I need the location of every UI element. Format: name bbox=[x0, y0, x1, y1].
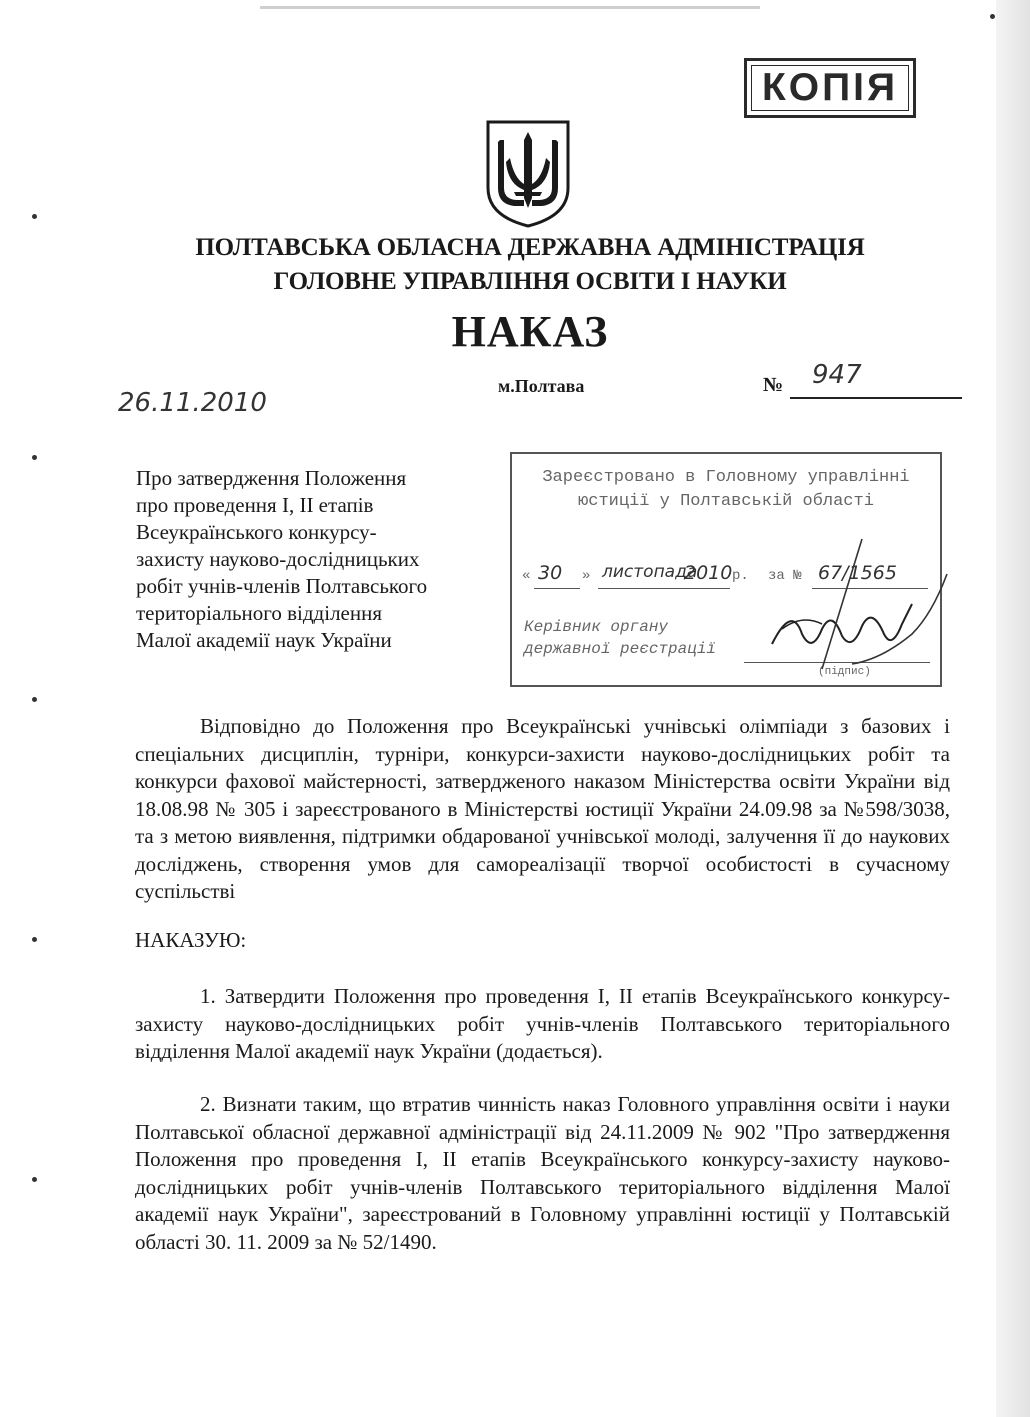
subject-line: територіального відділення bbox=[136, 601, 383, 625]
registration-head-label-2: державної реєстрації bbox=[524, 640, 717, 658]
order-item-1: 1. Затвердити Положення про проведення І, ІІ етапів Всеукраїнського конкурсу-захисту науково-дослідницьких робіт учнів-членів Полтавського територіального відділення Малої академії наук України (додається). bbox=[135, 984, 950, 1063]
number-label: № bbox=[763, 374, 784, 396]
signature-scribble-icon bbox=[762, 534, 952, 674]
subject-line: робіт учнів-членів Полтавського bbox=[136, 574, 428, 598]
copy-stamp bbox=[744, 58, 916, 118]
subject-line: про проведення І, ІІ етапів bbox=[136, 493, 374, 517]
registration-head-label-1: Керівник органу bbox=[524, 618, 669, 636]
order-item-2: 2. Визнати таким, що втратив чинність наказ Головного управління освіти і науки Полтавської обласної державної адміністрації від 24.11.2009 № 902 "Про затвердження Положення про проведення І, ІІ етапів Всеукраїнського конкурсу-захисту науково-дослідницьких робіт учнів-членів Полтавського територіального відділення Малої академії наук України", зареєстрований в Головному управлінні юстиції у Полтавській області 30. 11. 2009 за № 52/1490. bbox=[135, 1092, 950, 1254]
order-subject bbox=[136, 465, 506, 654]
registration-number: 67/1565 bbox=[818, 562, 897, 584]
signature-caption: (підпис) bbox=[818, 666, 871, 678]
order-word: НАКАЗУЮ: bbox=[135, 928, 247, 952]
scan-edge-shadow bbox=[996, 0, 1030, 1417]
registration-stamp-line2: юстиції у Полтавській області bbox=[578, 492, 874, 511]
subject-line: Малої академії наук України bbox=[136, 628, 392, 652]
scan-mark bbox=[32, 1177, 37, 1182]
subject-line: Про затвердження Положення bbox=[136, 466, 407, 490]
handwritten-date: 26.11.2010 bbox=[118, 388, 267, 418]
registration-year-suffix: р. bbox=[732, 568, 749, 584]
subject-line: захисту науково-дослідницьких bbox=[136, 547, 420, 571]
scan-mark bbox=[32, 214, 37, 219]
scan-top-artifact bbox=[260, 6, 760, 9]
registration-year: 2010 bbox=[684, 562, 733, 584]
handwritten-order-number: 947 bbox=[812, 360, 862, 390]
registration-number-label: за № bbox=[768, 568, 802, 584]
scan-mark bbox=[32, 697, 37, 702]
registration-day: 30 bbox=[538, 562, 563, 584]
preamble-paragraph: Відповідно до Положення про Всеукраїнські учнівські олімпіади з базових і спеціальних дисциплін, турніри, конкурси-захисти науково-дослідницьких робіт та конкурси фахової майстерності, затвердженого наказом Міністерства освіти України від 18.08.98 № 305 і зареєстрованого в Міністерстві юстиції України 24.09.98 за №598/3038, та з метою виявлення, підтримки обдарованої учнівської молоді, залучення її до наукових досліджень, створення умов для самореалізації творчої особистості в сучасному суспільстві bbox=[135, 714, 950, 903]
scan-mark bbox=[32, 455, 37, 460]
copy-stamp-text: КОПІЯ bbox=[761, 66, 899, 109]
organization-name-line1: ПОЛТАВСЬКА ОБЛАСНА ДЕРЖАВНА АДМІНІСТРАЦІЯ bbox=[195, 234, 865, 261]
scan-mark bbox=[32, 937, 37, 942]
registration-month: листопада bbox=[602, 562, 698, 582]
trident-emblem-icon bbox=[484, 118, 572, 230]
organization-name-line2: ГОЛОВНЕ УПРАВЛІННЯ ОСВІТИ І НАУКИ bbox=[273, 268, 787, 295]
city: м.Полтава bbox=[498, 376, 585, 396]
registration-stamp-line1: Зареєстровано в Головному управлінні bbox=[542, 468, 910, 487]
subject-line: Всеукраїнського конкурсу- bbox=[136, 520, 377, 544]
registration-stamp: Зареєстровано в Головному управлінні юстиції у Полтавській області « 30 » листопада 2010 р. за № 67/1565 Керівник органу державної реєстрації (підпис) bbox=[510, 452, 942, 687]
scan-mark bbox=[990, 14, 995, 19]
number-underline bbox=[790, 397, 962, 399]
document-title: НАКАЗ bbox=[451, 307, 609, 356]
